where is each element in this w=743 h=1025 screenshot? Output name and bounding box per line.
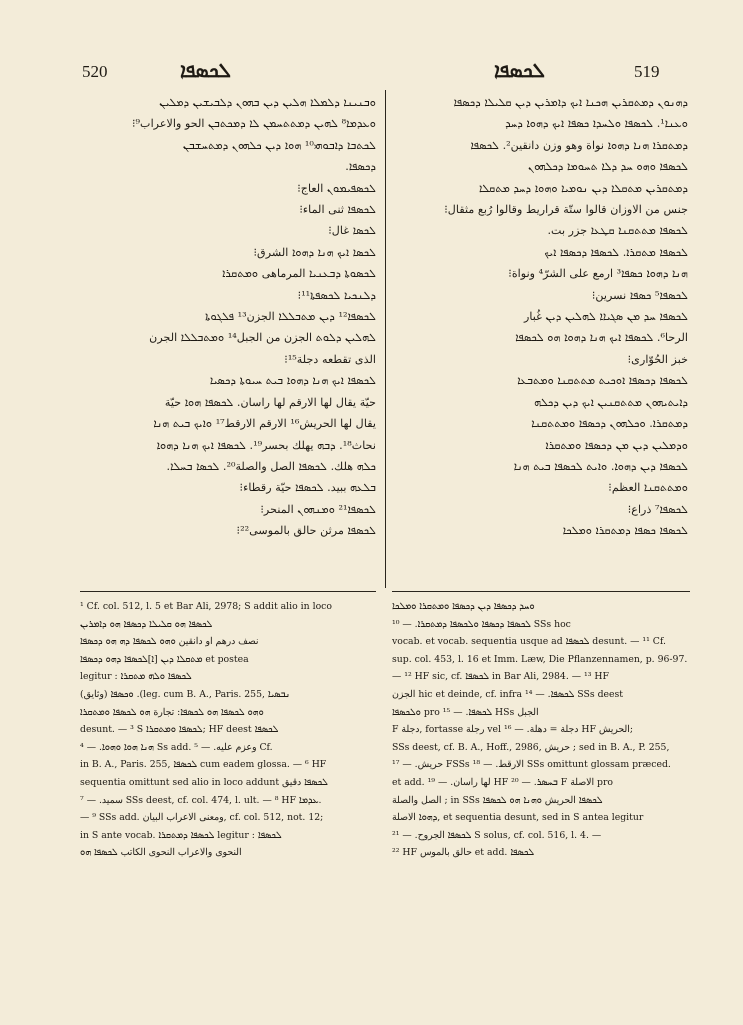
text-line: الرحا⁶. ܠܟܣܦܐ ܐܝܟ ܗܢܐ ܕܗܘܐ ܗܘ ܠܟܣܦܐ xyxy=(515,331,688,345)
footnote-line: الصل والصلة ; in SSs ܠܟܣܦܐ الحريش ܘܗܢܐ ܗܘ ܠܟܣܦܐ xyxy=(392,794,603,806)
footnote-line: ܠܟܣܦܐ ܕܟܣܦܐ ܘܠܟܣܦܐ ܕܡܬܩܪܐ. — ¹⁰ SSs hoc xyxy=(392,618,571,630)
footnote-line: in B. A., Paris. 255, ܠܟܣܦܐ cum eadem glossa. — ⁶ HF xyxy=(80,759,327,771)
text-line: ܘܥܢܐ¹. ܠܟܣܦܐ ܘܠܚܕܐ ܟܣܦܐ ܐܝܟ ܕܗܘܐ ܕܚܕ xyxy=(505,117,688,131)
footnote-line: — ⁹ SSs add. ومعنى الاعراب البيان, cf. col. 512, not. 12; xyxy=(80,812,324,824)
left-page-number: 520 xyxy=(82,62,108,81)
footnote-line: ܗܢܐ ܗܘܐ ܘܗܘܐ. — ⁴ Ss add. وعزم عليه. — ⁵ Cf. xyxy=(80,741,273,753)
left-running-head: ܠܟܣܦܐ xyxy=(180,58,231,82)
text-line: ܠܟܣܦܐ مرثن حالق بالموسى²²⁝ xyxy=(236,524,376,538)
text-line: ܠܟܣܦܐ ܐܝܟ ܗܢܐ ܕܗܘܐ ܒܝܬ ܚܝܘܬܐ ܕܟܣܝܐ xyxy=(209,374,376,388)
text-line: ܟܠܗ هلك. ܠܟܣܦܐ الصل والصلة²⁰. ܠܟܣܐ ܒܚܠܐ. xyxy=(166,459,376,473)
text-line: ܠܟܣܦܐ ܡܬܩܪܐ. ܠܟܣܦܐ ܕܟܣܦܐ ܐܝܟ xyxy=(544,245,688,259)
text-line: ܗܢܐ ܕܗܘܐ ܟܣܦܐ³ ارمع على الشرّ⁴ ونواة⁝ xyxy=(508,267,688,281)
text-line: ܕܟܣܦܐ. xyxy=(345,160,376,174)
text-line: ܠܟܣܦܐ ܕܟܣܦܐ ܐܘܟܝܬ ܡܬܬܩܢܐ ܘܡܬܒܥܐ xyxy=(517,374,688,388)
right-page-number: 519 xyxy=(634,62,660,81)
text-line: ܠܟܣܦܐ ثنى الماء⁝ xyxy=(299,203,376,217)
text-line: نحاث¹⁸. ܕܒܗ يهلك بحسر¹⁹. ܠܟܣܦܐ ܐܝܟ ܗܢܐ ܕܗܘܐ xyxy=(156,438,376,452)
text-line: جنس من الاوزان قالوا ستّة قراريط وقالوا رُبع مثقال⁝ xyxy=(444,203,688,217)
text-line: ܠܗܠܝܢ ܕܠܘܬ الجزن من الجبل¹⁴ ܘܡܬܒܠܠܐ الجرن xyxy=(149,331,376,345)
text-line: الذى تقطعه دجلة¹⁵⁝ xyxy=(284,352,376,366)
footnote-divider-left xyxy=(80,591,376,592)
text-line: ܠܟܣܦܐ ܘܗܘ ܚܕ ܕܠܐ ܬܚܘܡܐ ܕܟܠܗܘܢ xyxy=(528,160,688,174)
footnote-line: ܘܚܕ ܕܟܣܦܐ ܕܝܢ ܕܟܣܦܐ ܘܡܬܩܪܐ ܘܡܠܟܐ xyxy=(392,601,535,612)
footnote-line: F دجلة, fortasse رجلة vel دجلة = دهلة. — ¹⁶ HF الحريش; xyxy=(392,724,633,736)
right-footnotes xyxy=(392,598,690,978)
column-divider xyxy=(385,90,386,588)
text-line: ܠܟܣܦܐ ܡܬܬܩܢܐ ܩܛܥܐ جزر بت. xyxy=(547,224,688,238)
text-line: ܘܡܬܬܩܢܐ العظم⁝ xyxy=(608,481,688,495)
footnote-line: سميد. — ⁷ SSs deest, cf. col. 474, l. ult. — ⁸ HF ܥܕܡܐ. xyxy=(80,794,322,806)
footnote-line: نصف درهم او دانقين ܘܗܘ ܠܟܣܦܐ ܕܗ ܗܘ ܕܟܣܦܐ xyxy=(80,636,259,648)
footnote-line: ܠܟܣܦܐ ܗܘ ܩܠܝܠܐ ܕܟܣܦܐ ܗܘ ܕܐܡܪܝܢ xyxy=(80,618,213,630)
footnote-line: vocab. et vocab. sequentia usque ad ܠܟܣܦܐ desunt. — ¹¹ Cf. xyxy=(392,636,666,648)
text-line: ܕܐܝܬܝܗܘܢ ܡܬܬܩܢܝܢ ܐܝܟ ܕܝܢ ܕܟܠܗ xyxy=(534,395,688,409)
text-line: ܠܟܬܒܐ ܕܐܒܘܗܝ¹⁰ ܗܘܐ ܕܝܢ ܟܠܗܘܢ ܕܡܬܚܫܒܢ xyxy=(182,138,376,152)
footnote-line: ܡܬܩܠܐ ܕܝܢ [ܐ]ܠܟܣܦܐ ܕܗܘ ܕܟܣܦܐ et postea xyxy=(80,653,249,665)
text-line: يقال لها الحريش¹⁶ الارقم الارقط¹⁷ ܘܐܝܟ ܒܝܬ ܗܢܐ xyxy=(153,417,376,431)
text-line: ܕܗܢܘܢ ܕܡܬܩܪܝܢ ܗܟܢܐ ܐܝܟ ܕܐܡܪܝܢ ܕܝܢ ܩܠܝܠܐ ܕܟܣܦܐ xyxy=(453,96,688,109)
text-line: ܠܟܣܦܐ¹² ܕܝܢ ܡܬܒܠܠܐ الجزن¹³ ܦܠܓܘܬܐ xyxy=(205,310,376,324)
text-line: ܠܟܣܦܐ ܟܣܦܐ ܕܡܬܩܪܐ ܘܡܠܟܐ xyxy=(562,524,688,538)
footnote-line: — ¹² HF sic, cf. ܠܟܣܦܐ in Bar Ali, 2984. — ¹³ HF xyxy=(392,671,609,683)
text-line: ܠܟܣܦܐ ܚܕ ܡܢ ܣܓܝܐܐ ܠܗܠܝܢ ܕܝܢ غُبار xyxy=(523,310,688,324)
text-line: ܘܒܢܝܢܐ ܕܠܡܠܐ ܗܠܝܢ ܕܝܢ ܒܗܘܢ ܕܠܒܝܫܝܢ ܕܡܠܝܢ xyxy=(159,96,376,109)
text-line: حيّة يقال لها الارقم لها راسان. ܠܟܣܦܐ ܗܘܐ حيّة xyxy=(164,395,376,409)
text-line: ܠܟܣܦܝܡܘܢ العاج⁝ xyxy=(297,181,376,195)
footnote-line: النحوى والاعراب النحوى الكاتب ܠܟܣܦܐ ܗܘ xyxy=(80,847,242,859)
text-line: ܒܠܥܗ ببيد. ܠܟܣܦܐ حيّة رقطاء⁝ xyxy=(239,481,376,495)
text-line: ܠܟܣܐ غال⁝ xyxy=(328,224,376,238)
footnote-line: desunt. — ³ S ܠܟܣܦܐ ܘܡܬܩܪܐ; HF deest ܠܟܣܦܐ xyxy=(80,724,279,736)
footnote-line: in S ante vocab. ܠܟܣܦܐ ܕܡܬܩܪܐ legitur : ܠܟܣܦܐ xyxy=(80,829,282,841)
footnote-line: ܕܗܘܐ الاصلة, et sequentia desunt, sed in S antea legitur xyxy=(392,812,644,824)
footnote-line: sequentia omittunt sed alio in loco addunt ܠܟܣܦܐ دقيق xyxy=(80,776,328,788)
text-line: ܕܠܢܟܝܐ ܠܟܣܦܬܐ¹¹⁝ xyxy=(297,288,376,302)
footnote-line: ܠܟܣܦܐ الجروح. — ²¹ S solus, cf. col. 516, l. 4. — xyxy=(392,829,602,841)
footnote-line: ܘܠܟܣܦܐ pro ܠܟܣܦܐ. — ¹⁵ HSs الجبل xyxy=(392,706,539,718)
text-line: ܠܟܣܦܐ²¹ ܘܡܢܗܘܢ المنحر⁝ xyxy=(260,502,376,516)
footnote-line: حريش. — ¹⁷ FSSs الارقط. — ¹⁸ SSs omittunt glossam præced. xyxy=(392,759,671,771)
footnote-line: legitur : ܠܟܣܦܐ ܘܠܗ ܡܬܩܪܐ xyxy=(80,671,192,683)
footnote-line: sup. col. 453, l. 16 et Imm. Læw, Die Pflanzennamen, p. 96-97. xyxy=(392,653,688,665)
footnote-line: SSs deest, cf. B. A., Hoff., 2986, حريش ; sed in B. A., P. 255, xyxy=(392,741,670,753)
text-line: ܕܡܬܩܪܐ ܗܢܐ ܕܗܘܐ نواة وهو وزن دانقين². ܠܟܣܦܐ xyxy=(470,138,688,152)
footnote-line: et add. لها راسان. — ¹⁹ HF ܒܚܣܪ. — ²⁰ F الاصلة pro xyxy=(392,776,613,788)
text-line: ܠܟܣܐ ܐܝܟ ܗܢܐ ܕܗܘܐ الشرق⁝ xyxy=(253,245,376,259)
text-line: ܠܟܣܦܐ ܕܝܢ ܕܗܘܐ. ܘܐܝܬ ܠܟܣܦܐ ܒܝܬ ܗܢܐ xyxy=(513,459,688,473)
footnote-line: ¹ Cf. col. 512, l. 5 et Bar Ali, 2978; S addit alio in loco xyxy=(80,601,332,612)
footnote-line: ܘܟܣܦܐ (وثايق) .(leg. cum B. A., Paris. 255, ܢܒܣܝܐ xyxy=(80,688,291,700)
text-line: ܠܟܣܘܬܐ ܕܒܥܢܝܐ المرماهى ܘܡܬܩܪܐ xyxy=(222,267,376,281)
right-running-head: ܠܟܣܦܐ xyxy=(494,58,545,82)
text-line: خبز الحُوّارى⁝ xyxy=(627,352,688,366)
text-line: ܕܡܬܩܪܝܢ ܡܬܩܠܐ ܕܝܢ ܢܘܡܝܐ ܘܗܘܐ ܕܚܕ ܡܬܩܠܐ xyxy=(478,181,688,195)
footnote-line: ܘܗܘ ܠܟܣܦܐ ܗܘ ܠܟܣܦܐ: تجارة ܗܘ ܠܟܣܦܐ ܘܡܬܩܪܐ xyxy=(80,706,264,718)
text-line: ܕܡܬܩܪܐ. ܘܟܠܗܘܢ ܕܟܣܦܐ ܘܡܬܬܩܢܐ xyxy=(531,417,688,431)
text-line: ܘܥܕܡܐ⁸ ܠܗܝܢ ܕܡܬܬܚܡܢ ܠܐ ܕܡܟܬܒܢ الحو والاعراب⁹⁝ xyxy=(131,117,376,131)
footnote-divider-right xyxy=(392,591,690,592)
text-line: ܘܕܡܠܝܢ ܕܝܢ ܡܢ ܕܟܣܦܐ ܘܡܬܩܪܐ xyxy=(545,438,688,452)
right-text-column xyxy=(392,92,688,588)
footnote-line: الجزن hic et deinde, cf. infra ܠܟܣܦܐ. — ¹⁴ SSs deest xyxy=(392,688,624,700)
text-line: ܠܟܣܦܐ⁵ ܟܣܦܐ نسرين⁝ xyxy=(591,288,688,302)
text-line: ܠܟܣܦܐ⁷ ذراع⁝ xyxy=(627,502,688,516)
left-text-column xyxy=(80,92,376,588)
footnote-line: ²² HF حالق بالموس et add. ܠܟܣܦܐ xyxy=(392,847,535,859)
left-footnotes xyxy=(80,598,378,978)
